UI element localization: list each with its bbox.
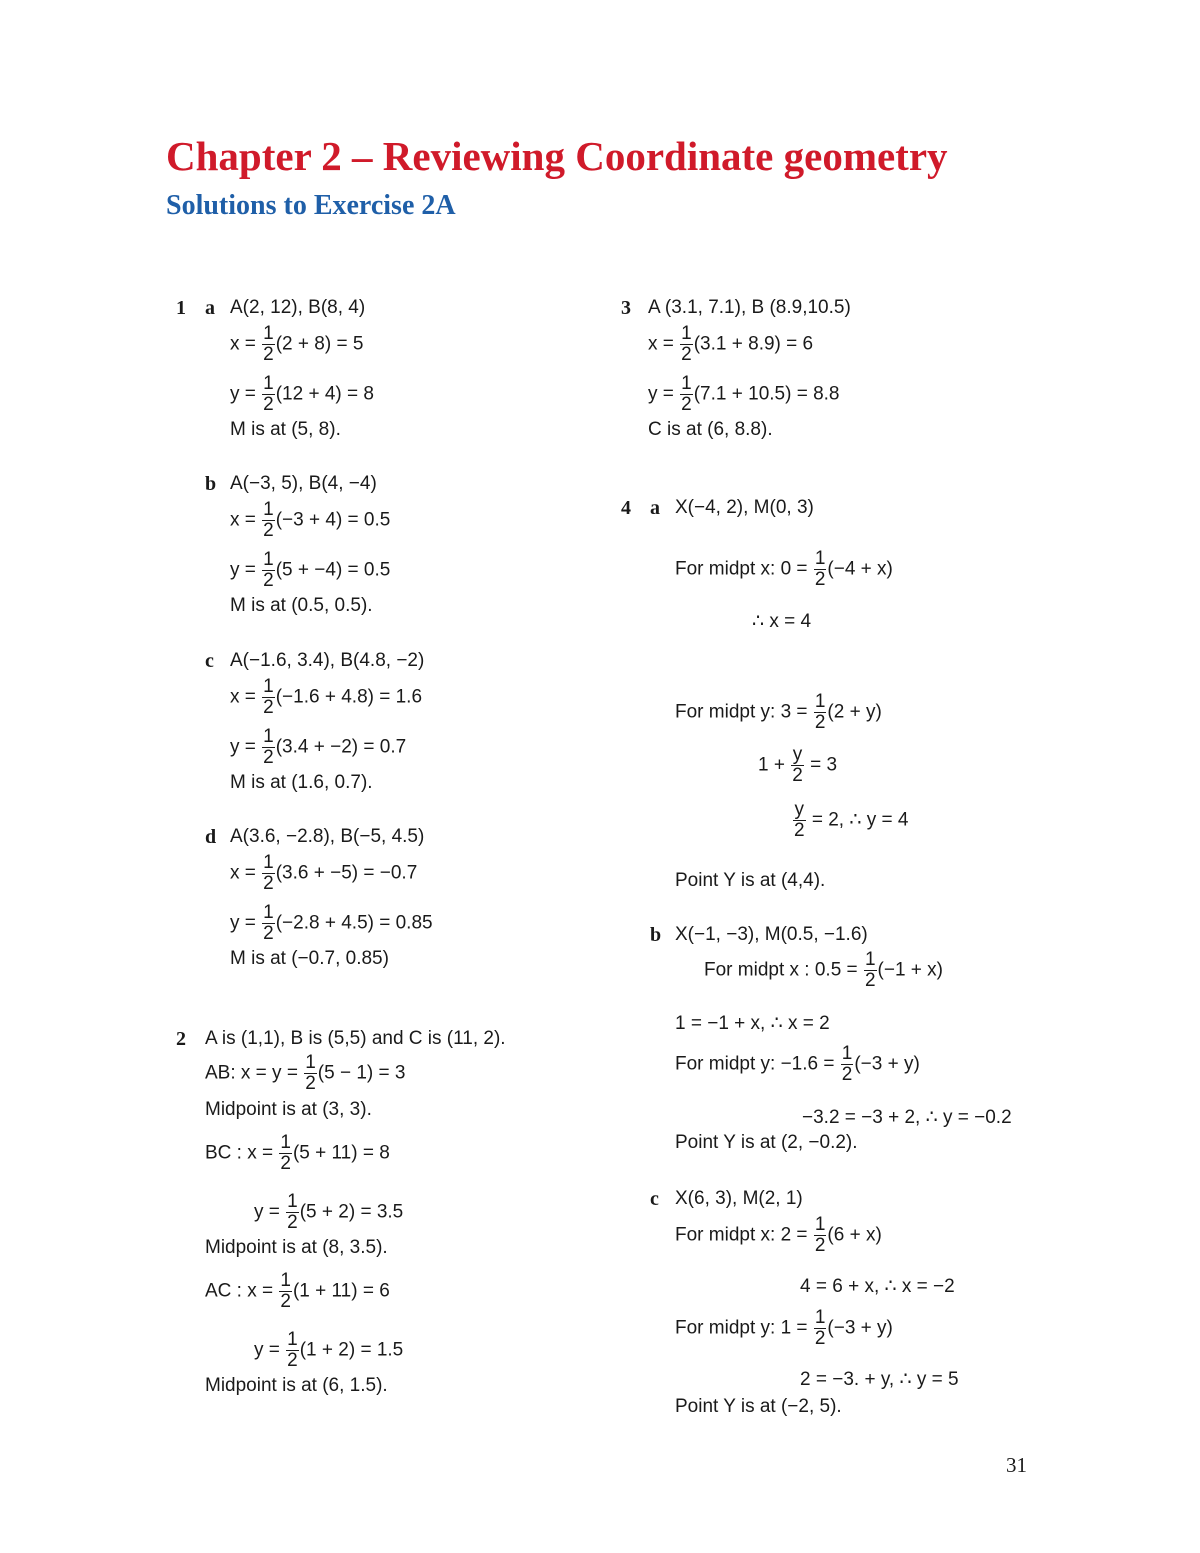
part-label-1d: d	[205, 826, 217, 848]
q4a-step-2	[792, 800, 908, 841]
q3-result: C is at (6, 8.8).	[648, 419, 773, 440]
equation-rhs: (7.1 + 10.5) = 8.8	[693, 383, 840, 405]
q1a-result: M is at (5, 8).	[230, 419, 341, 440]
q1b-result: M is at (0.5, 0.5).	[230, 595, 373, 616]
denominator: 2	[864, 970, 876, 991]
page-number: 31	[1006, 1453, 1027, 1477]
q1b-given: A(−3, 5), B(4, −4)	[230, 473, 377, 494]
q4b-midpoint-x	[704, 950, 943, 991]
equation-lhs: 1 +	[758, 754, 785, 776]
equation-rhs: (2 + 8) = 5	[275, 333, 364, 355]
q1a-given: A(2, 12), B(8, 4)	[230, 297, 366, 318]
denominator: 2	[263, 344, 274, 365]
denominator: 2	[263, 923, 274, 944]
equation-rhs: (1 + 2) = 1.5	[299, 1339, 404, 1361]
numerator: 1	[814, 1307, 826, 1328]
q1c-given: A(−1.6, 3.4), B(4.8, −2)	[230, 650, 425, 671]
q2-bc-x-equation	[205, 1133, 390, 1174]
part-label-4a: a	[650, 497, 660, 519]
denominator: 2	[263, 570, 274, 591]
numerator: 1	[287, 1191, 298, 1212]
q1c-result: M is at (1.6, 0.7).	[230, 772, 373, 793]
equation-rhs: (−3 + y)	[827, 1317, 893, 1339]
equation-lhs: For midpt x : 0.5 =	[704, 959, 858, 981]
numerator: 1	[263, 676, 274, 697]
equation-lhs: y =	[648, 383, 674, 405]
fraction-one-half	[279, 1271, 292, 1312]
chapter-title: Chapter 2 – Reviewing Coordinate geometry	[166, 133, 948, 179]
part-label-4b: b	[650, 924, 662, 946]
part-label-1c: c	[205, 650, 214, 672]
fraction-one-half	[841, 1044, 854, 1085]
question-number-1: 1	[176, 297, 186, 319]
q4a-given: X(−4, 2), M(0, 3)	[675, 497, 814, 518]
fraction-y-over-2	[791, 745, 804, 786]
q4b-midpoint-y	[675, 1044, 920, 1085]
denominator: 2	[263, 394, 274, 415]
q1a-x-equation	[230, 324, 363, 365]
q2-ac-result: Midpoint is at (6, 1.5).	[205, 1375, 388, 1396]
q2-ab-result: Midpoint is at (3, 3).	[205, 1099, 372, 1120]
q4b-given: X(−1, −3), M(0.5, −1.6)	[675, 924, 868, 945]
numerator: 1	[287, 1329, 298, 1350]
denominator: 2	[263, 520, 274, 541]
denominator: 2	[287, 1350, 298, 1371]
q2-ac-x-equation	[205, 1271, 390, 1312]
numerator: 1	[263, 852, 274, 873]
question-number-4: 4	[621, 497, 631, 519]
numerator: 1	[681, 373, 692, 394]
equation-rhs: (6 + x)	[827, 1224, 882, 1246]
q1a-y-equation	[230, 374, 374, 415]
fraction-y-over-2	[793, 800, 806, 841]
denominator: 2	[263, 697, 274, 718]
numerator: 1	[280, 1270, 291, 1291]
equation-lhs: y =	[230, 912, 256, 934]
numerator: 1	[263, 323, 274, 344]
numerator: y	[794, 799, 805, 820]
denominator: 2	[681, 394, 692, 415]
equation-rhs: (3.6 + −5) = −0.7	[275, 862, 418, 884]
fraction-one-half	[304, 1053, 317, 1094]
q4c-result: Point Y is at (−2, 5).	[675, 1396, 842, 1417]
equation-rhs: = 3	[810, 754, 838, 776]
fraction-one-half	[814, 1308, 827, 1349]
q4c-step-1: 4 = 6 + x, ∴ x = −2	[800, 1276, 955, 1297]
equation-rhs: (12 + 4) = 8	[275, 383, 374, 405]
q2-bc-result: Midpoint is at (8, 3.5).	[205, 1237, 388, 1258]
fraction-one-half	[262, 903, 275, 944]
q4b-result: Point Y is at (2, −0.2).	[675, 1132, 858, 1153]
q1d-result: M is at (−0.7, 0.85)	[230, 948, 389, 969]
exercise-subtitle: Solutions to Exercise 2A	[166, 190, 456, 221]
equation-rhs: (1 + 11) = 6	[292, 1280, 390, 1302]
equation-lhs: x =	[230, 862, 256, 884]
equation-lhs: x =	[230, 333, 256, 355]
equation-lhs: x =	[230, 509, 256, 531]
fraction-one-half	[814, 549, 827, 590]
numerator: 1	[263, 902, 274, 923]
q4c-step-2: 2 = −3. + y, ∴ y = 5	[800, 1369, 959, 1390]
fraction-one-half	[864, 950, 877, 991]
q4a-x-solution: ∴ x = 4	[752, 611, 812, 632]
numerator: 1	[814, 548, 826, 569]
q4c-midpoint-x	[675, 1215, 882, 1256]
q1b-y-equation	[230, 550, 390, 591]
q2-given: A is (1,1), B is (5,5) and C is (11, 2).	[205, 1028, 506, 1049]
q3-x-equation	[648, 324, 813, 365]
denominator: 2	[280, 1153, 291, 1174]
equation-lhs: AC : x =	[205, 1280, 274, 1302]
equation-rhs: (−1.6 + 4.8) = 1.6	[275, 686, 423, 708]
equation-rhs: (2 + y)	[827, 701, 882, 723]
fraction-one-half	[680, 324, 693, 365]
numerator: 1	[263, 726, 274, 747]
fraction-one-half	[262, 500, 275, 541]
numerator: 1	[864, 949, 876, 970]
equation-lhs: y =	[230, 736, 256, 758]
equation-lhs: x =	[230, 686, 256, 708]
denominator: 2	[792, 765, 803, 786]
q4a-midpoint-x	[675, 549, 893, 590]
denominator: 2	[263, 747, 274, 768]
equation-rhs: (5 + 2) = 3.5	[299, 1201, 404, 1223]
fraction-one-half	[286, 1330, 299, 1371]
equation-lhs: y =	[230, 383, 256, 405]
denominator: 2	[794, 820, 805, 841]
fraction-one-half	[262, 727, 275, 768]
q2-ab-equation	[205, 1053, 405, 1094]
q1d-y-equation	[230, 903, 433, 944]
numerator: y	[792, 744, 803, 765]
equation-rhs: (−1 + x)	[877, 959, 943, 981]
equation-lhs: y =	[254, 1201, 280, 1223]
equation-lhs: For midpt y: 3 =	[675, 701, 808, 723]
fraction-one-half	[262, 374, 275, 415]
numerator: 1	[681, 323, 692, 344]
q2-ac-y-equation	[254, 1330, 403, 1371]
q3-given: A (3.1, 7.1), B (8.9,10.5)	[648, 297, 851, 318]
equation-lhs: BC : x =	[205, 1142, 274, 1164]
equation-lhs: AB: x = y =	[205, 1062, 298, 1084]
q4b-step-1: 1 = −1 + x, ∴ x = 2	[675, 1013, 830, 1034]
question-number-2: 2	[176, 1028, 186, 1050]
numerator: 1	[814, 691, 826, 712]
fraction-one-half	[262, 853, 275, 894]
q4c-midpoint-y	[675, 1308, 893, 1349]
numerator: 1	[263, 499, 274, 520]
denominator: 2	[814, 1235, 826, 1256]
fraction-one-half	[279, 1133, 292, 1174]
numerator: 1	[263, 373, 274, 394]
denominator: 2	[814, 712, 826, 733]
q4a-step-1	[758, 745, 837, 786]
equation-lhs: For midpt x: 0 =	[675, 558, 808, 580]
fraction-one-half	[262, 550, 275, 591]
equation-rhs: (3.4 + −2) = 0.7	[275, 736, 407, 758]
equation-rhs: (−3 + y)	[854, 1053, 920, 1075]
part-label-4c: c	[650, 1188, 659, 1210]
equation-lhs: For midpt y: −1.6 =	[675, 1053, 835, 1075]
fraction-one-half	[814, 1215, 827, 1256]
fraction-one-half	[286, 1192, 299, 1233]
equation-lhs: y =	[230, 559, 256, 581]
fraction-one-half	[262, 677, 275, 718]
fraction-one-half	[680, 374, 693, 415]
part-label-1b: b	[205, 473, 217, 495]
numerator: 1	[814, 1214, 826, 1235]
equation-rhs: = 2, ∴ y = 4	[811, 809, 909, 831]
denominator: 2	[287, 1212, 298, 1233]
q1d-x-equation	[230, 853, 417, 894]
q2-bc-y-equation	[254, 1192, 403, 1233]
q4a-midpoint-y	[675, 692, 882, 733]
q1b-x-equation	[230, 500, 390, 541]
equation-rhs: (−2.8 + 4.5) = 0.85	[275, 912, 433, 934]
equation-rhs: (3.1 + 8.9) = 6	[693, 333, 814, 355]
part-label-1a: a	[205, 297, 215, 319]
numerator: 1	[263, 549, 274, 570]
q4a-result: Point Y is at (4,4).	[675, 870, 826, 891]
denominator: 2	[280, 1291, 291, 1312]
equation-rhs: (−4 + x)	[827, 558, 893, 580]
q1c-y-equation	[230, 727, 406, 768]
numerator: 1	[280, 1132, 291, 1153]
fraction-one-half	[814, 692, 827, 733]
equation-lhs: For midpt x: 2 =	[675, 1224, 808, 1246]
numerator: 1	[305, 1052, 316, 1073]
question-number-3: 3	[621, 297, 631, 319]
equation-rhs: (5 − 1) = 3	[317, 1062, 406, 1084]
equation-rhs: (5 + 11) = 8	[292, 1142, 390, 1164]
equation-rhs: (−3 + 4) = 0.5	[275, 509, 391, 531]
denominator: 2	[305, 1073, 316, 1094]
denominator: 2	[681, 344, 692, 365]
equation-rhs: (5 + −4) = 0.5	[275, 559, 391, 581]
q4b-step-2: −3.2 = −3 + 2, ∴ y = −0.2	[802, 1107, 1012, 1128]
equation-lhs: y =	[254, 1339, 280, 1361]
q1d-given: A(3.6, −2.8), B(−5, 4.5)	[230, 826, 425, 847]
equation-lhs: x =	[648, 333, 674, 355]
denominator: 2	[814, 1328, 826, 1349]
numerator: 1	[841, 1043, 853, 1064]
q3-y-equation	[648, 374, 840, 415]
denominator: 2	[841, 1064, 853, 1085]
q1c-x-equation	[230, 677, 422, 718]
equation-lhs: For midpt y: 1 =	[675, 1317, 808, 1339]
fraction-one-half	[262, 324, 275, 365]
denominator: 2	[263, 873, 274, 894]
q4c-given: X(6, 3), M(2, 1)	[675, 1188, 803, 1209]
denominator: 2	[814, 569, 826, 590]
